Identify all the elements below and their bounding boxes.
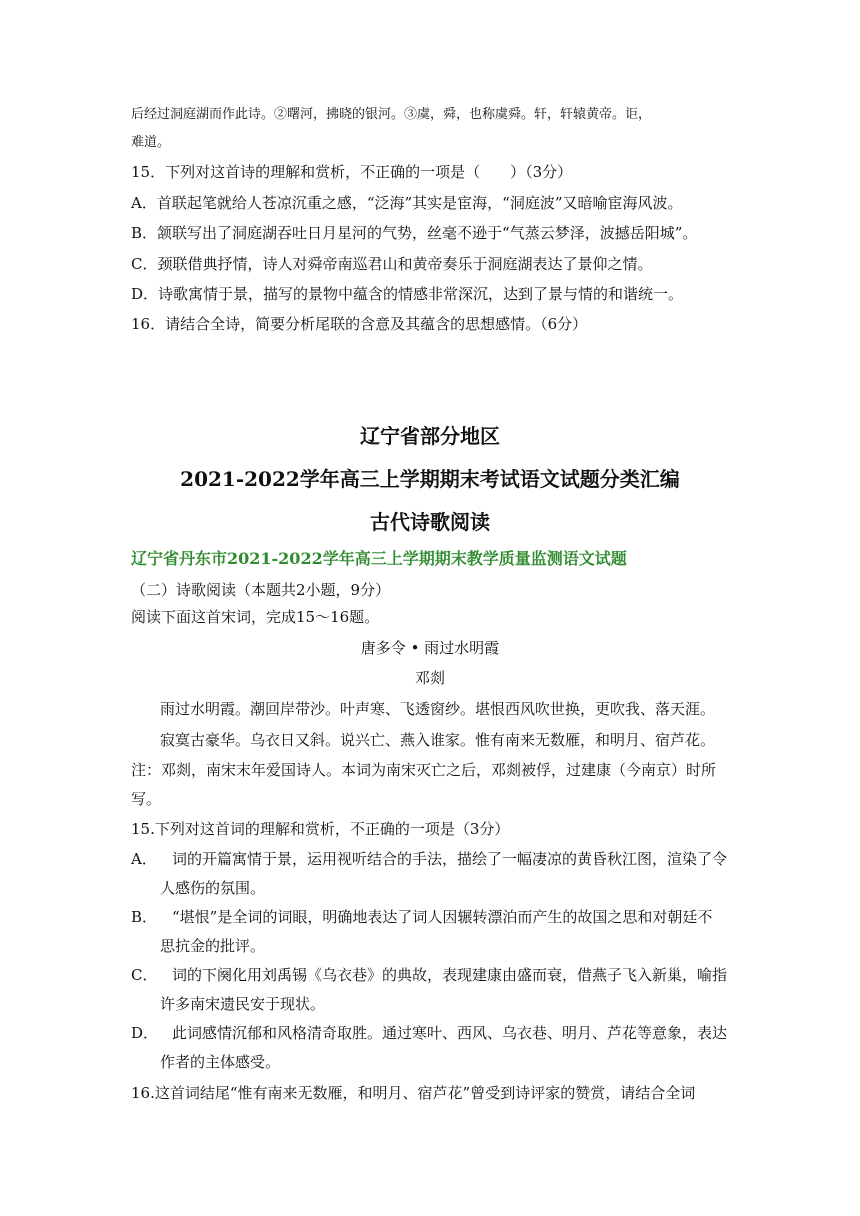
prev-q15-option-a: A．首联起笔就给人苍凉沉重之感，“泛海”其实是宦海，“洞庭波”又暗喻宦海风波。 [131, 194, 683, 212]
heading-region: 辽宁省部分地区 [360, 424, 500, 448]
prev-q15-option-d: D．诗歌寓情于景，描写的景物中蕴含的情感非常深沉，达到了景与情的和谐统一。 [131, 285, 684, 303]
q15-option-c-line-2: 许多南宋遗民安于现状。 [160, 995, 326, 1013]
prev-question-16: 16．请结合全诗，简要分析尾联的含意及其蕴含的思想感情。（6分） [131, 315, 588, 333]
question-15: 15.下列对这首词的理解和赏析，不正确的一项是（3分） [131, 820, 510, 838]
q15-option-d-letter: D． [131, 1024, 159, 1042]
section-instruction: 阅读下面这首宋词，完成15～16题。 [131, 608, 380, 626]
q15-option-b-line-1: “堪恨”是全词的词眼，明确地表达了词人因辗转漂泊而产生的故国之思和对朝廷不 [172, 908, 713, 926]
q15-option-a-letter: A． [131, 850, 157, 868]
q15-option-b-letter: B． [131, 908, 158, 926]
prev-note-line-1: 后经过洞庭湖而作此诗。②曙河，拂晓的银河。③虞，舜，也称虞舜。轩，轩辕黄帝。讵， [131, 107, 652, 122]
q15-option-d-line-1: 此词感情沉郁和风格清奇取胜。通过寒叶、西风、乌衣巷、明月、芦花等意象，表达 [172, 1024, 728, 1042]
q15-option-c-line-1: 词的下阕化用刘禹锡《乌衣巷》的典故，表现建康由盛而衰，借燕子飞入新巢，喻指 [172, 966, 728, 984]
question-16: 16.这首词结尾“惟有南来无数雁，和明月、宿芦花”曾受到诗评家的赞赏，请结合全词 [131, 1084, 696, 1102]
heading-subject: 古代诗歌阅读 [370, 510, 490, 534]
poem-line-2: 寂寞古豪华。乌衣日又斜。说兴亡、燕入谁家。惟有南来无数雁，和明月、宿芦花。 [160, 731, 716, 749]
poem-line-1: 雨过水明霞。潮回岸带沙。叶声寒、飞透窗纱。堪恨西风吹世换，更吹我、落天涯。 [160, 700, 716, 718]
q15-option-c-letter: C． [131, 966, 158, 984]
q15-option-a-line-1: 词的开篇寓情于景，运用视听结合的手法，描绘了一幅凄凉的黄昏秋江图，渲染了令 [172, 850, 728, 868]
prev-q15-option-c: C．颈联借典抒情，诗人对舜帝南巡君山和黄帝奏乐于洞庭湖表达了景仰之情。 [131, 255, 653, 273]
prev-q15-option-b: B．颔联写出了洞庭湖吞吐日月星河的气势，丝毫不逊于“气蒸云梦泽，波撼岳阳城”。 [131, 224, 698, 242]
prev-question-15: 15．下列对这首诗的理解和赏析，不正确的一项是（ ）（3分） [131, 163, 573, 181]
q15-option-b-line-2: 思抗金的批评。 [160, 937, 266, 955]
source-title: 辽宁省丹东市2021-2022学年高三上学期期末教学质量监测语文试题 [131, 549, 627, 568]
note-line-2: 写。 [131, 790, 162, 808]
prev-note-line-2: 难道。 [131, 135, 171, 150]
poem-title: 唐多令 • 雨过水明霞 [360, 639, 500, 657]
q15-option-a-line-2: 人感伤的氛围。 [160, 879, 266, 897]
section-label: （二）诗歌阅读（本题共2小题，9分） [131, 581, 391, 599]
heading-title: 2021-2022学年高三上学期期末考试语文试题分类汇编 [180, 467, 680, 491]
q15-option-d-line-2: 作者的主体感受。 [160, 1053, 281, 1071]
poem-author: 邓剡 [414, 669, 445, 687]
note-line-1: 注：邓剡，南宋末年爱国诗人。本词为南宋灭亡之后，邓剡被俘，过建康（今南京）时所 [131, 761, 717, 779]
